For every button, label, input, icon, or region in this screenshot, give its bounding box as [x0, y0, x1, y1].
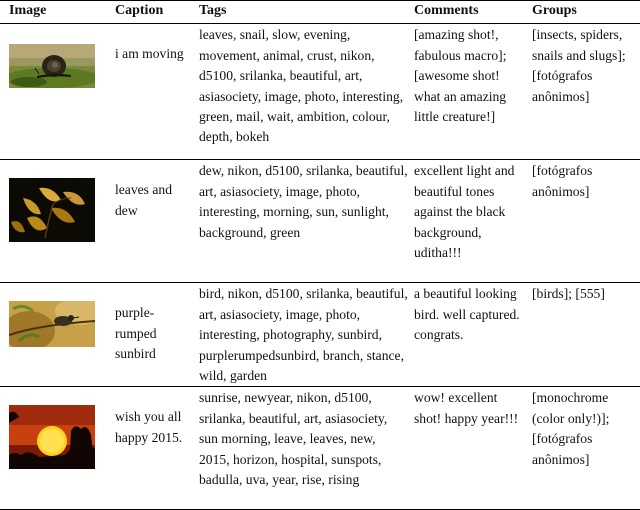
caption-text: i am moving [115, 46, 184, 62]
header-image: Image [9, 3, 47, 18]
snail-photo [9, 44, 95, 108]
leaves-photo [9, 178, 95, 242]
table-row [0, 283, 640, 387]
header-row [0, 1, 640, 24]
tags-text: bird, nikon, d5100, srilanka, beautiful, art, asiasociety, image, photo, interesting, photography, sunbird, purplerumpedsunbird, branch, stance, wild, garden [199, 286, 408, 384]
comments-text: [amazing shot!, fabulous macro]; [awesome shot! what an amazing little creature!] [414, 27, 507, 125]
sunset-photo [9, 405, 95, 469]
comments-text: excellent light and beautiful tones against the black background, uditha!!! [414, 163, 515, 261]
table-row [0, 24, 640, 160]
groups-text: [birds]; [555] [532, 286, 605, 302]
header-tags: Tags [199, 3, 227, 18]
caption-text: wish you all happy 2015. [115, 409, 183, 445]
caption-text: purple-rumped sunbird [115, 305, 157, 362]
comments-text: wow! excellent shot! happy year!!! [414, 390, 519, 426]
tags-text: dew, nikon, d5100, srilanka, beautiful, art, asiasociety, image, photo, interesting, morning, sun, sunlight, background, green [199, 163, 408, 240]
groups-text: [insects, spiders, snails and slugs]; [fotógrafos anônimos] [532, 27, 626, 104]
tags-text: sunrise, newyear, nikon, d5100, srilanka, beautiful, art, asiasociety, sun morning, leave, leaves, new, 2015, horizon, hospital, sunspots, badulla, uva, year, rise, rising [199, 390, 388, 488]
groups-text: [monochrome (color only!)]; [fotógrafos anônimos] [532, 390, 610, 467]
header-caption: Caption [115, 3, 164, 18]
caption-text: leaves and dew [115, 182, 172, 218]
header-comments: Comments [414, 3, 479, 18]
table-row [0, 160, 640, 283]
groups-text: [fotógrafos anônimos] [532, 163, 593, 199]
bird-photo [9, 301, 95, 365]
table-row [0, 387, 640, 510]
tags-text: leaves, snail, slow, evening, movement, animal, crust, nikon, d5100, srilanka, beautiful, art, asiasociety, image, photo, interesting, green, mail, wait, ambition, colour, depth, bokeh [199, 27, 404, 145]
header-groups: Groups [532, 3, 577, 18]
comments-text: a beautiful looking bird. well captured. congrats. [414, 286, 520, 343]
